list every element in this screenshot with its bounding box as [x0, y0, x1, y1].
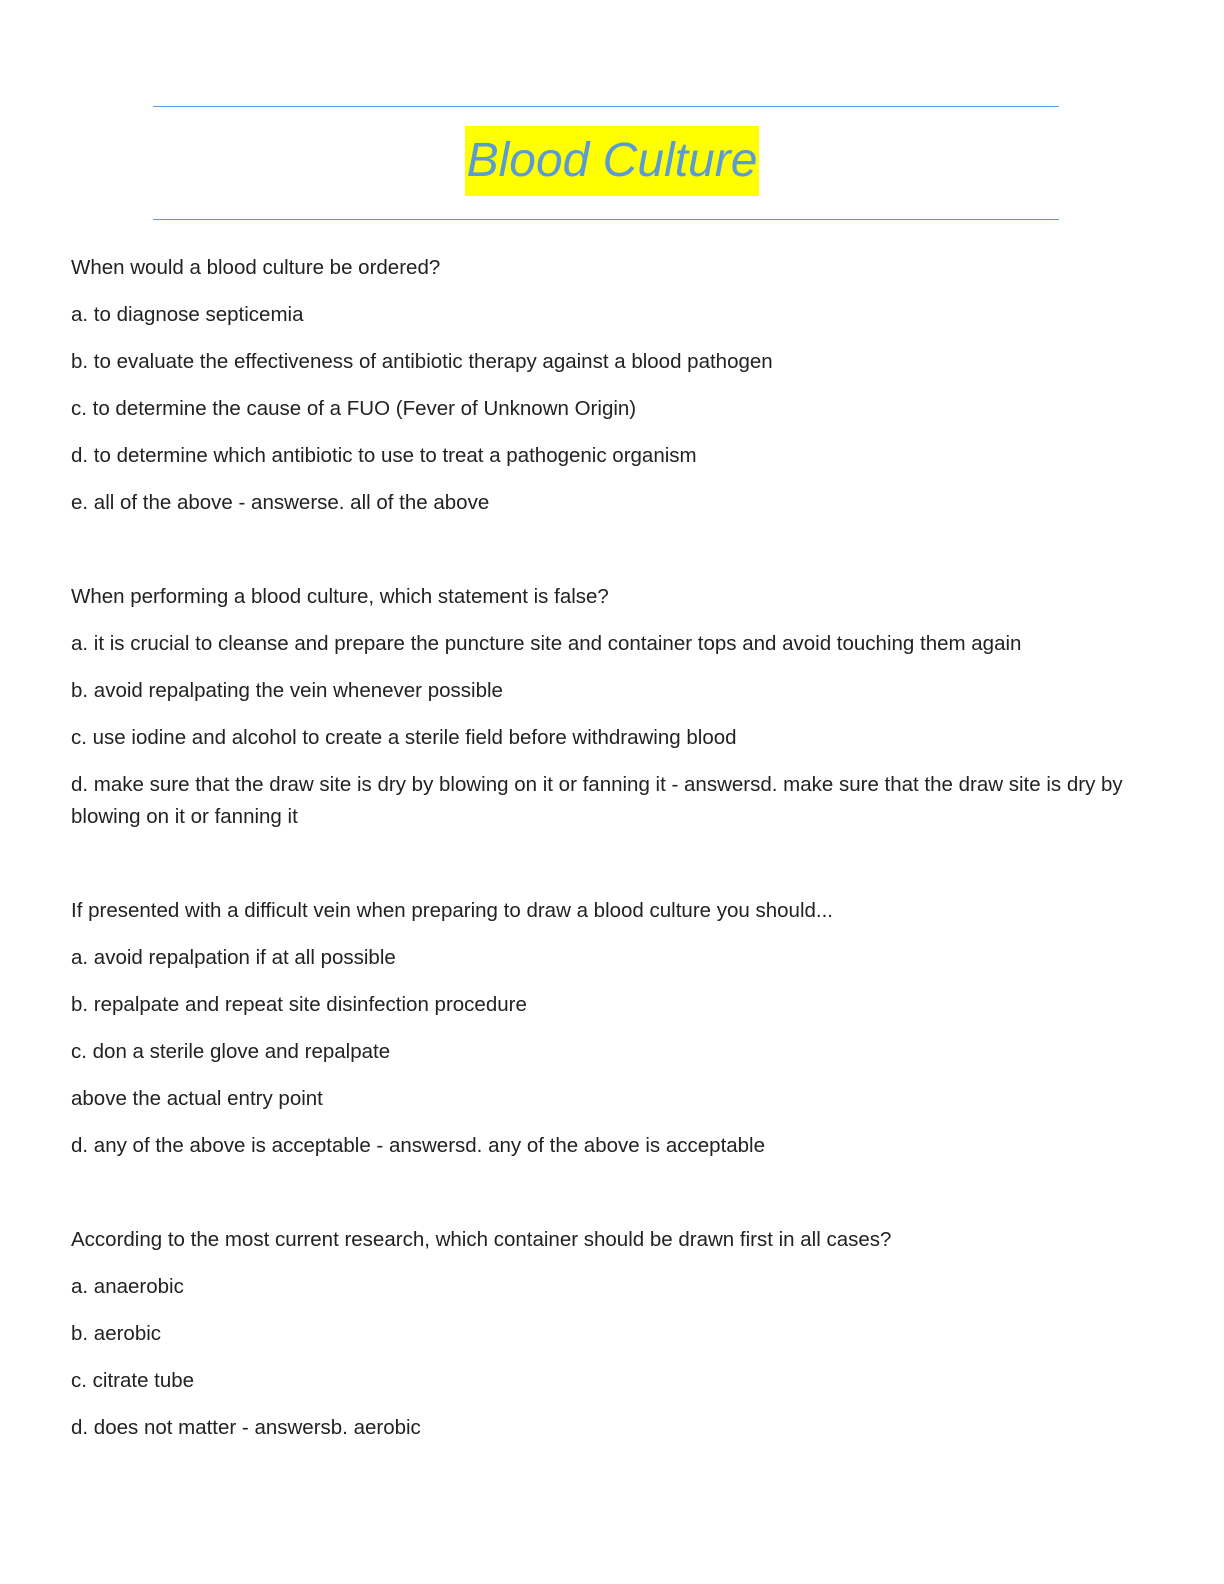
answer-option: c. use iodine and alcohol to create a sterile field before withdrawing blood [71, 726, 737, 749]
question-spacer [71, 534, 1151, 581]
answer-option: d. any of the above is acceptable - answersd. any of the above is acceptable [71, 1134, 766, 1157]
answer-option: e. all of the above - answerse. all of the above [71, 491, 490, 514]
answer-option: b. aerobic [71, 1322, 162, 1345]
question-spacer [71, 848, 1151, 895]
answer-option: a. to diagnose septicemia [71, 303, 304, 326]
answer-option: a. it is crucial to cleanse and prepare the puncture site and container tops and avoid touching them again [71, 632, 1022, 655]
document-title: Blood Culture [465, 126, 760, 196]
title-container [0, 126, 1224, 196]
answer-option: b. repalpate and repeat site disinfection procedure [71, 993, 527, 1016]
answer-option: c. citrate tube [71, 1369, 195, 1392]
bottom-horizontal-rule [153, 219, 1059, 220]
question-list [71, 252, 1151, 1459]
answer-option: d. to determine which antibiotic to use to treat a pathogenic organism [71, 444, 697, 467]
question-prompt: When would a blood culture be ordered? [71, 256, 441, 279]
answer-option: d. make sure that the draw site is dry by blowing on it or fanning it - answersd. make sure that the draw site is dry by blowing on it or fanning it [71, 773, 1123, 828]
answer-option: d. does not matter - answersb. aerobic [71, 1416, 421, 1439]
answer-option: b. avoid repalpating the vein whenever possible [71, 679, 503, 702]
question-block [71, 581, 1151, 833]
answer-option: c. don a sterile glove and repalpate [71, 1040, 391, 1063]
question-block [71, 1224, 1151, 1444]
question-prompt: If presented with a difficult vein when preparing to draw a blood culture you should... [71, 899, 833, 922]
question-spacer [71, 1177, 1151, 1224]
question-block [71, 252, 1151, 519]
answer-option: c. to determine the cause of a FUO (Fever of Unknown Origin) [71, 397, 637, 420]
answer-option: above the actual entry point [71, 1087, 323, 1110]
question-block [71, 895, 1151, 1162]
question-prompt: When performing a blood culture, which statement is false? [71, 585, 609, 608]
question-prompt: According to the most current research, which container should be drawn first in all cases? [71, 1228, 892, 1251]
answer-option: a. avoid repalpation if at all possible [71, 946, 396, 969]
answer-option: b. to evaluate the effectiveness of antibiotic therapy against a blood pathogen [71, 350, 773, 373]
top-horizontal-rule [153, 106, 1059, 107]
answer-option: a. anaerobic [71, 1275, 184, 1298]
